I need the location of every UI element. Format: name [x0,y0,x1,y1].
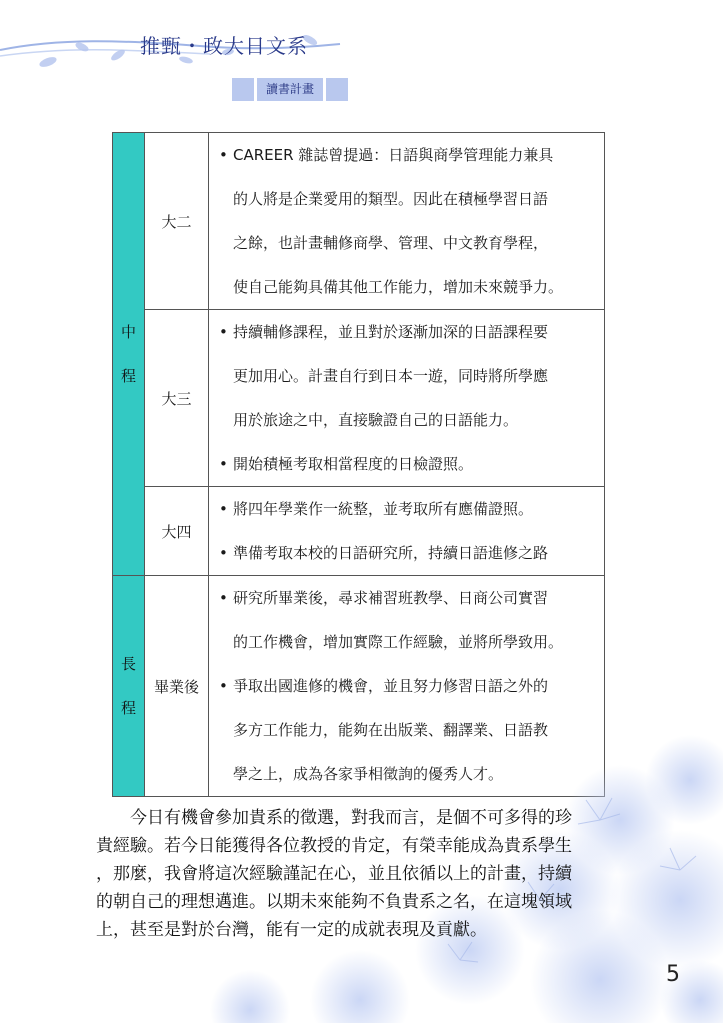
page-number: 5 [666,962,680,987]
period-char: 中 [120,323,136,341]
year-cell: 畢業後 [145,576,209,797]
paragraph-line: ，那麼，我會將這次經驗謹記在心，並且依循以上的計畫，持續 [96,864,572,884]
table-row [113,133,605,310]
section-tab-label: 讀書計畫 [257,78,323,101]
plan-line: • 開始積極考取相當程度的日檢證照。 [219,442,604,486]
plan-content-cell [209,310,605,487]
plan-line: • 持續輔修課程，並且對於逐漸加深的日語課程要 [219,310,604,354]
bullet-icon: • [219,455,228,473]
paragraph-line: 今日有機會參加貴系的徵選，對我而言，是個不可多得的珍 [96,808,572,828]
bullet-icon: • [219,544,228,562]
plan-line: • 準備考取本校的日語研究所，持續日語進修之路 [219,531,604,575]
header-title: 推甄・政大日文系 [140,34,308,58]
bullet-icon: • [219,677,228,695]
closing-paragraph [96,804,636,944]
period-char: 程 [120,699,136,717]
plan-line: • 爭取出國進修的機會，並且努力修習日語之外的 [219,664,604,708]
period-cell-mid-term [113,133,145,576]
table-row [113,487,605,576]
year-cell: 大三 [145,310,209,487]
plan-line: 多方工作能力，能夠在出版業、翻譯業、日語教 [233,721,549,739]
period-char: 程 [120,367,136,385]
bullet-icon: • [219,589,228,607]
bullet-icon: • [219,146,228,164]
plan-line: • 將四年學業作一統整，並考取所有應備證照。 [219,487,604,531]
plan-line: 之餘，也計畫輔修商學、管理、中文教育學程， [233,234,549,252]
paragraph-line: 的朝自己的理想邁進。以期未來能夠不負貴系之名，在這塊領域 [96,892,572,912]
bullet-icon: • [219,323,228,341]
bullet-icon: • [219,500,228,518]
plan-line: • CAREER 雜誌曾提過：日語與商學管理能力兼具 [219,133,604,177]
year-cell: 大四 [145,487,209,576]
tab-right-block [326,78,348,101]
plan-line: 學之上，成為各家爭相徵詢的優秀人才。 [233,765,504,783]
period-char: 長 [120,655,136,673]
plan-line: 的人將是企業愛用的類型。因此在積極學習日語 [233,190,549,208]
plan-line: 用於旅途之中，直接驗證自己的日語能力。 [233,411,519,429]
study-plan-table [112,132,605,797]
plan-line: 的工作機會，增加實際工作經驗，並將所學致用。 [233,633,564,651]
plan-line: 使自己能夠具備其他工作能力，增加未來競爭力。 [233,278,564,296]
year-cell: 大二 [145,133,209,310]
plan-line: 更加用心。計畫自行到日本一遊，同時將所學應 [233,367,549,385]
paragraph-line: 上，甚至是對於台灣，能有一定的成就表現及貢獻。 [96,920,487,940]
tab-left-block [232,78,254,101]
plan-content-cell [209,487,605,576]
plan-line: • 研究所畢業後，尋求補習班教學、日商公司實習 [219,576,604,620]
paragraph-line: 貴經驗。若今日能獲得各位教授的肯定，有榮幸能成為貴系學生 [96,836,572,856]
plan-content-cell [209,133,605,310]
table-row [113,310,605,487]
section-tab [232,78,348,101]
